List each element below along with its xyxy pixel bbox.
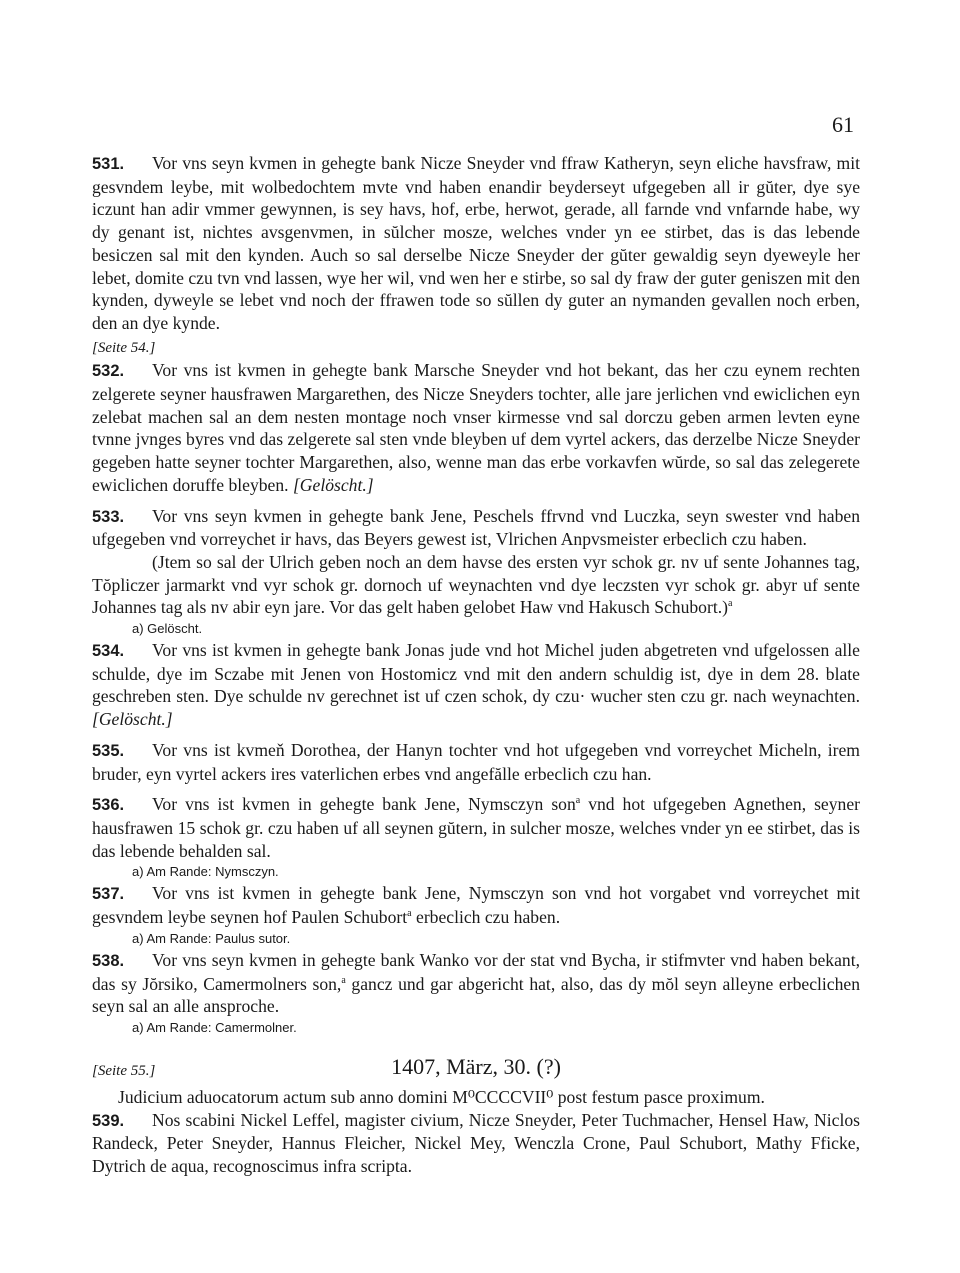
entry-531 bbox=[92, 152, 860, 335]
footnote: a) Am Rande: Camermolner. bbox=[132, 1019, 297, 1035]
entry-number: 532. bbox=[92, 362, 125, 381]
footnote: a) Am Rande: Paulus sutor. bbox=[132, 930, 291, 946]
entry-text: Vor vns ist kvmen in gehegte bank Jonas jude vnd hot Michel juden abgetreten vnd ufgelossen alle schulde, dye im Sczabe mit Jenen von Hostomicz vnd mit den andern schuldig ist, dye in dem 28. blate geschreben sten. Dye schulde nv gerechnet ist uf czen schok, dy czu· wucher sten czu gr. nach weynachten. bbox=[92, 640, 860, 707]
entry-text: (Jtem so sal der Ulrich geben noch an dem havse des ersten vyr schok gr. nv uf sente Johannes tag, Tŏpliczer jarmarkt vnd vyr schok gr. dornoch uf weynachten vnd dye leczsten vyr schok gr. abyr uf sente Johannes tag als nv abir eyn jare. Vor das gelt haben gelobet Haw vnd Hakusch Schubort.) bbox=[92, 551, 860, 618]
footnote-marker: a bbox=[341, 974, 346, 986]
entry-number: 539. bbox=[92, 1111, 125, 1130]
footnote-marker: a bbox=[728, 598, 733, 610]
entry-text: gancz und gar abgericht hat, also, das dy mŏl seyn alleyne erbeclichen seyn sal an alle ansproche. bbox=[92, 973, 860, 1017]
footnote: a) Am Rande: Nymsczyn. bbox=[132, 864, 279, 880]
page-body bbox=[92, 152, 860, 1178]
entry-text: Vor vns ist kvmeň Dorothea, der Hanyn tochter vnd hot ufgegeben vnd vorreychet Micheln, irem bruder, eyn vyrtel ackers ires vaterlichen erbes vnd angefălle erbeclich czu han. bbox=[92, 739, 860, 784]
page-ref-54: [Seite 54.] bbox=[92, 339, 156, 356]
entry-539 bbox=[92, 1109, 860, 1178]
footnote-marker: a bbox=[575, 795, 581, 807]
deleted-note: [Gelöscht.] bbox=[92, 709, 173, 730]
section-heading bbox=[92, 1053, 860, 1086]
entry-538 bbox=[92, 949, 860, 1018]
entry-text: Nos scabini Nickel Leffel, magister civium, Nicze Sneyder, Peter Tuchmacher, Hensel Haw, Niclos Randeck, Peter Sneyder, Hannus Fleicher, Nickel Mey, Wenczla Crone, Paul Schubort, Mathy Fficke, Dytrich de aqua, recognoscimus infra scripta. bbox=[92, 1109, 860, 1177]
entry-number: 535. bbox=[92, 741, 125, 760]
entry-534 bbox=[92, 639, 860, 731]
entry-text: vnd hot ufgegeben Agnethen, seyner hausfrawen 15 schok gr. czu haben uf all seynen gŭtern, in sulcher mosze, welches vnder yn ee stirbet, das is das lebende behalden sal. bbox=[92, 794, 860, 861]
entry-number: 531. bbox=[92, 155, 125, 173]
entry-text: Vor vns seyn kvmen in gehegte bank Wanko vor der stat vnd Bycha, ir stifmvter vnd haben bekant, das sy Jŏrsiko, Camermolners son, bbox=[92, 949, 860, 994]
entry-text: Vor vns ist kvmen in gehegte bank Jene, Nymsczyn son vnd hot vorgabet vnd vorreychet mit gesvndem leybe seynen hof Paulen Schubort bbox=[92, 883, 860, 928]
footnote: a) Gelöscht. bbox=[132, 621, 203, 637]
entry-text: Vor vns ist kvmen in gehegte bank Jene, Nymsczyn son bbox=[152, 794, 576, 815]
footnote-marker: a bbox=[407, 908, 412, 920]
entry-number: 538. bbox=[92, 951, 125, 970]
entry-number: 537. bbox=[92, 885, 125, 904]
entry-533 bbox=[92, 505, 860, 551]
entry-text: Vor vns seyn kvmen in gehegte bank Jene, Peschels ffrvnd vnd Luczka, seyn swester vnd haben ufgegeben vnd vorreychet ir havs, das Beyers gewest ist, Vlrichen Anpvsmeister erbeclich czu haben. bbox=[92, 505, 860, 550]
deleted-note: [Gelöscht.] bbox=[292, 474, 374, 495]
entry-number: 534. bbox=[92, 642, 125, 661]
entry-533-paragraph bbox=[92, 551, 860, 619]
entry-537 bbox=[92, 882, 860, 928]
entry-text: Vor vns ist kvmen in gehegte bank Marsche Sneyder vnd hot bekant, das her czu eynem rechten zelgerete seyner hausfrawen Margarethen, des Nicze Sneyders tochter, alle jare jerlichen vnd ewiclichen eyn zelebat machen sal an dem nesten montage noch vnser kirmesse vnd sal dorczu geben armen levten eyne tvnne jvnges byres vnd das zelgerete sal sten vnde bleyben uf dem vyrtel ackers, das derzelbe Nicze Sneyder gegeben hatte seyner tochter Margarethen, also, wenne man das erbe vorkavfen wŭrde, so sal das zelegerete ewiclichen doruffe bleyben. bbox=[92, 360, 860, 495]
page-ref-55: [Seite 55.] bbox=[92, 1062, 156, 1079]
entry-text: Vor vns seyn kvmen in gehegte bank Nicze Sneyder vnd ffraw Katheryn, seyn eliche havsfraw, mit gesvndem leybe, mit wolbedochtem mvte vnd haben enandir beyderseyt ufgegeben all ir gŭter, dye sye iczunt han adir vmmer gewynnen, is sey havs, hof, erbe, herwot, gerade, all farnde vnd vnfarnde habe, wy dy genant ist, nichtes avsgenvmen, in sŭlcher mosze, welches vnder yn ee stirbet, das is das lebende besiczen sal mit den kynden. Auch so sal derselbe Nicze Sneyder der gŭter gewaldig seyn dyeweyle her lebet, domite czu tvn vnd lassen, wye her wil, vnd wen her e stirbe, so sal dy fraw der guter geniszen mit den kynden, dyweyle se lebet vnd noch der ffrawen tode so sŭllen dy guter an nymanden gevallen noch erben, den an dye kynde. bbox=[92, 153, 860, 333]
entry-536 bbox=[92, 793, 860, 862]
entry-number: 533. bbox=[92, 507, 125, 526]
page-number: 61 bbox=[832, 112, 854, 137]
entry-532 bbox=[92, 359, 860, 496]
entry-535 bbox=[92, 739, 860, 785]
page-reference bbox=[92, 335, 860, 360]
section-header: Judicium aduocatorum actum sub anno domini M⁰CCCCVII⁰ post festum pasce proximum. bbox=[118, 1086, 765, 1107]
section-date: 1407, März, 30. (?) bbox=[391, 1053, 561, 1079]
entry-number: 536. bbox=[92, 796, 125, 815]
entry-text: erbeclich czu haben. bbox=[411, 907, 561, 928]
